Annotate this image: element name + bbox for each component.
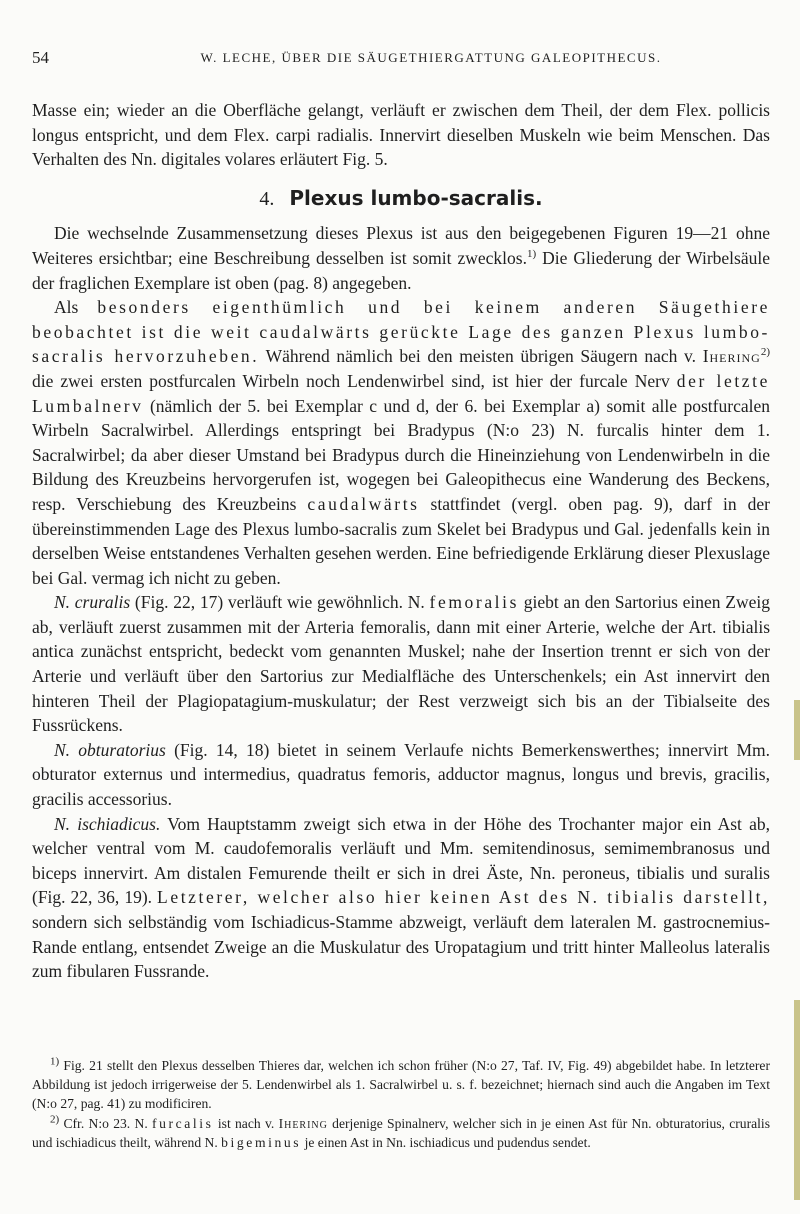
paragraph-n-cruralis — [32, 590, 770, 738]
author-name: Ihering — [702, 346, 761, 367]
section-title: Plexus lumbo-sacralis. — [289, 185, 543, 210]
section-heading — [32, 186, 770, 212]
author-name: Ihering — [278, 1115, 328, 1131]
main-text — [32, 98, 770, 984]
footnote-mark: 2) — [50, 1113, 60, 1126]
emphasis-text: besonders eigenthümlich und bei keinem anderen Säugethiere beobachtet ist die weit caudalwärts gerückte Lage des ganzen Plexus lumbo-sacralis hervorzuheben. — [32, 297, 770, 367]
nerve-label: N. ischiadicus. — [54, 813, 161, 834]
page-number: 54 — [32, 48, 49, 67]
paragraph-n-obturatorius — [32, 738, 770, 812]
page-edge-stain — [794, 1000, 800, 1200]
paragraph-n-ischiadicus — [32, 812, 770, 984]
paragraph-text: die zwei ersten postfurcalen Wirbeln noch Lendenwirbel sind, ist hier der furcale Nerv — [32, 370, 677, 391]
running-header — [32, 48, 760, 74]
footnote-1 — [32, 1056, 770, 1114]
paragraph-text: Die wechselnde Zusammensetzung dieses Plexus ist aus den beigegebenen Figuren 19—21 ohne Weiteres ersichtbar; eine Beschreibung desselben ist somit zwecklos. — [32, 223, 770, 268]
paragraph-text: (nämlich der 5. bei Exemplar c und d, der 6. bei Exemplar a) somit alle postfurcalen Wirbeln Sacralwirbel. Allerdings entspringt bei Bradypus (N:o 23) N. furcalis hinter dem 1. Sacralwirbel; da aber dieser Umstand bei Bradypus durch die Hineinziehung von Lendenwirbeln in die Bildung des Kreuzbeins hervorgerufen ist, wogegen bei Galeopithecus eine Wanderung des Beckens, resp. Verschiebung des Kreuzbeins — [32, 395, 770, 514]
emphasis-text: femoralis — [429, 592, 520, 613]
paragraph-text: Als — [54, 297, 79, 318]
footnote-text: Fig. 21 stellt den Plexus desselben Thieres dar, welchen ich schon früher (N:o 27, Taf. IV, Fig. 49) abgebildet habe. In letzterer Abbildung ist jedoch irrigerweise der 5. Lendenwirbel als 1. Sacralwirbel u. s. f. bezeichnet; hiernach sind auch die Angaben im Text (N:o 27, pag. 41) zu modificiren. — [32, 1058, 770, 1112]
footnote-ref-1[interactable]: 1) — [526, 248, 537, 261]
paragraph-text: (Fig. 14, 18) bietet in seinem Verlaufe nichts Bemerkenswerthes; innervirt Mm. obturator externus und intermedius, quadratus femoris, adductor magnus, longus und brevis, gracilis, gracilis accessorius. — [32, 739, 770, 810]
paragraph-composition — [32, 221, 770, 295]
paragraph-plexus-position — [32, 295, 770, 590]
page-edge-stain — [794, 700, 800, 760]
emphasis-text: bigeminus — [221, 1134, 302, 1150]
emphasis-text: caudalwärts — [307, 493, 420, 514]
emphasis-text: der letzte Lumbalnerv — [32, 370, 770, 416]
nerve-label: N. cruralis — [54, 592, 131, 613]
running-title: W. LECHE, ÜBER DIE SÄUGETHIERGATTUNG GALEOPITHECUS. — [200, 50, 662, 65]
footnote-text: ist nach v. — [213, 1115, 279, 1131]
footnote-text: Cfr. N:o 23. N. — [59, 1115, 153, 1131]
paragraph-text: stattfindet (vergl. oben pag. 9), darf in der übereinstimmenden Lage des Plexus lumbo-sacralis zum Skelet bei Bradypus und Gal. jedenfalls kein in derselben Weise entstandenes Verhalten gesehen werden. Eine befriedigende Erklärung dieser Plexuslage bei Gal. vermag ich nicht zu geben. — [32, 493, 770, 588]
paragraph-text: giebt an den Sartorius einen Zweig ab, verläuft zuerst zusammen mit der Arteria femoralis, dann mit einer Arterie, welche der Art. tibialis antica zunächst entspricht, bedeckt vom genannten Muskel; nahe der Insertion trennt er sich von der Arterie und verläuft über den Sartorius zur Medialfläche des Unterschenkels; ein Ast innervirt den hinteren Theil der Plagiopatagium-muskulatur; der Rest verzweigt sich bis an der Tibialseite des Fussrückens. — [32, 592, 770, 736]
paragraph-text: (Fig. 22, 17) verläuft wie gewöhnlich. N. — [130, 592, 430, 613]
section-number: 4. — [259, 187, 275, 210]
paragraph-text: Vom Hauptstamm zweigt sich etwa in der Höhe des Trochanter major ein Ast ab, welcher ventral vom M. caudofemoralis verläuft und Mm. semitendinosus, semimembranosus und biceps innervirt. Am distalen Femurende theilt er sich in drei Äste, Nn. peroneus, tibialis und suralis (Fig. 22, 36, 19). — [32, 813, 770, 908]
emphasis-text: Letzterer, welcher also hier keinen Ast des N. tibialis darstellt, — [157, 887, 771, 908]
footnote-mark: 1) — [50, 1055, 60, 1068]
intro-paragraph: Masse ein; wieder an die Oberfläche gelangt, verläuft er zwischen dem Theil, der dem Flex. pollicis longus entspricht, und dem Flex. carpi radialis. Innervirt dieselben Muskeln wie beim Menschen. Das Verhalten des Nn. digitales volares erläutert Fig. 5. — [32, 100, 770, 170]
footnote-2 — [32, 1114, 770, 1152]
nerve-label: N. obturatorius — [54, 739, 166, 760]
emphasis-text: furcalis — [152, 1115, 214, 1131]
footnote-ref-2[interactable]: 2) — [760, 346, 771, 359]
footnote-text: derjenige Spinalnerv, welcher sich in je einen Ast für Nn. obturatorius, cruralis und ischiadicus theilt, während N. — [32, 1115, 770, 1150]
footnotes — [32, 1056, 770, 1152]
paragraph-text: Während nämlich bei den meisten übrigen Säugern nach v. — [259, 346, 703, 367]
footnote-text: je einen Ast in Nn. ischiadicus und pudendus sendet. — [301, 1134, 591, 1150]
paragraph-text: sondern sich selbständig vom Ischiadicus-Stamme abzweigt, verläuft dem lateralen M. gastrocnemius-Rande entlang, entsendet Zweige an die Muskulatur des Uropatagium und tritt hinter Malleolus lateralis zum fibularen Fussrande. — [32, 912, 770, 982]
paragraph-text: Die Gliederung der Wirbelsäule der fraglichen Exemplare ist oben (pag. 8) angegeben. — [32, 247, 770, 293]
